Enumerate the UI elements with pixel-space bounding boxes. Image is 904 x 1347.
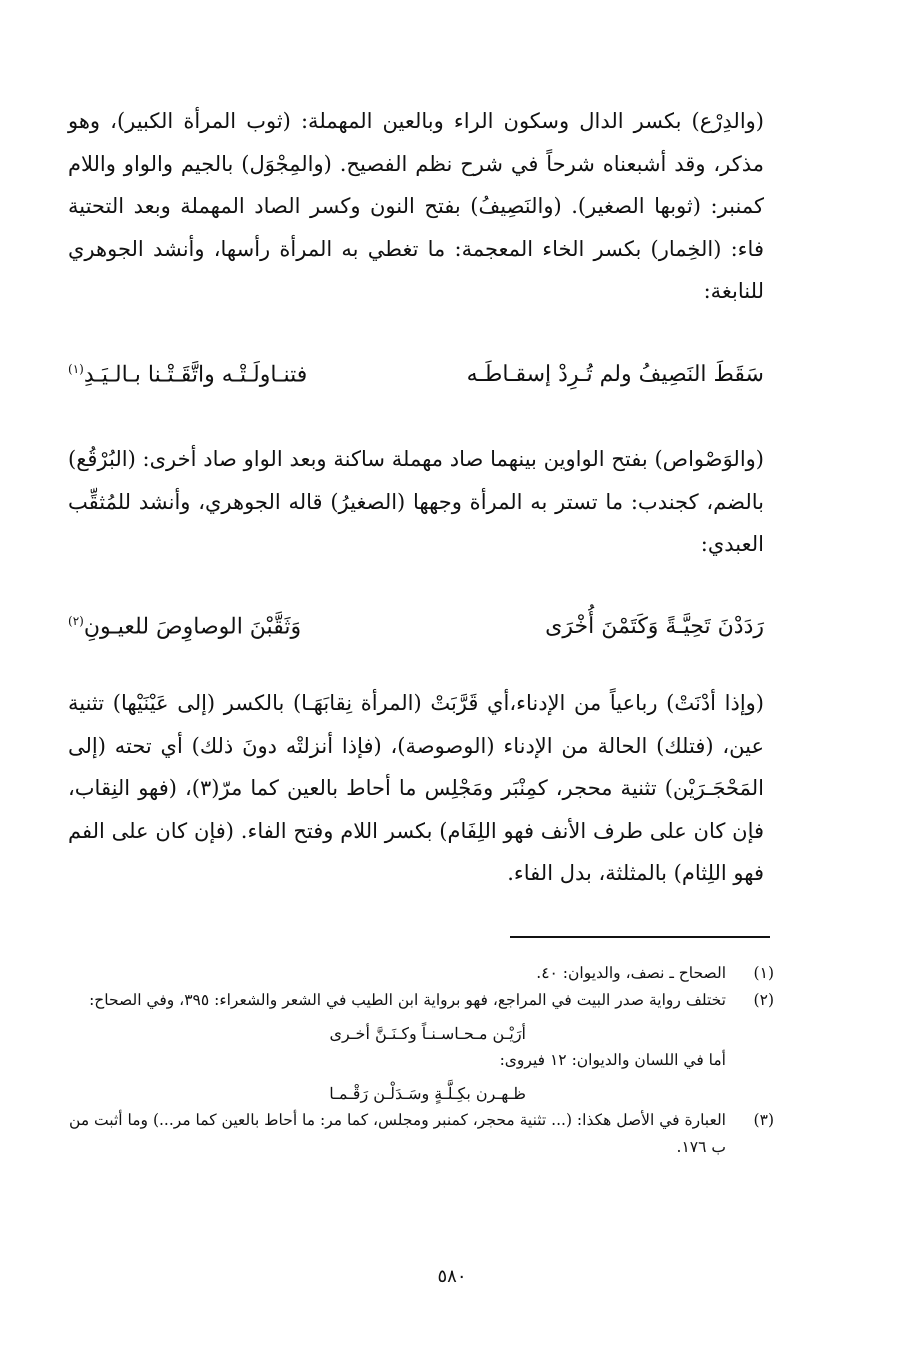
footnote-number: (٣) xyxy=(753,1111,774,1129)
verse-1-first-hemistich: سَقَطَ النَصِيفُ ولم تُـرِدْ إسقـاطَـه xyxy=(466,362,764,387)
footnote-number: (١) xyxy=(753,964,774,982)
page-number: ٥٨٠ xyxy=(437,1266,467,1287)
verse-2-first-hemistich: رَدَدْنَ تَحِيَّـةً وَكَتَمْنَ أُخْرَى xyxy=(545,614,764,639)
verse-2-second-hemistich: وَثَقَّبْنَ الوصاوِصَ للعيـونِ$^{(٢)}$ xyxy=(68,614,302,640)
paragraph-1: (والدِرْع) بكسر الدال وسكون الراء وبالعين المهملة: (ثوب المرأة الكبير)، وهو مذكر، وقد أشبعناه شرحاً في شرح نظم الفصيح. (والمِجْوَل) بالجيم والواو واللام كمنبر: (ثوبها الصغير). (والنَصِيفُ) بفتح النون وكسر الصاد المهملة وبعد التحتية فاء: (الخِمار) بكسر الخاء المعجمة: ما تغطي به المرأة رأسها، وأنشد الجوهري للنابغة: xyxy=(68,109,764,303)
footnotes xyxy=(68,960,774,1161)
footnote-2: (٢) تختلف رواية صدر البيت في المراجع، فهو برواية ابن الطيب في الشعر والشعراء: ٣٩٥، وفي الصحاح: أرَيْـن مـحـاسـنـاً وكـنَـنَّ أخـرى أما في اللسان والديوان: ١٢ فيروى: ظـهـرن بكِـلَّـةٍ وسَـدَلْـن رَقْـمـا xyxy=(68,987,774,1107)
quoted-verse: أرَيْـن مـحـاسـنـاً وكـنَـنَّ أخـرى xyxy=(329,1024,526,1043)
quoted-verse: ظـهـرن بكِـلَّـةٍ وسَـدَلْـن رَقْـمـا xyxy=(329,1084,526,1103)
footnote-ref-1: (١) xyxy=(68,362,84,376)
footnote-ref-2: (٢) xyxy=(68,614,84,628)
paragraph-3: (وإذا أدْنَتْ) رباعياً من الإدناء،أي قَرَّبَتْ (المرأة نِقابَهَـا) بالكسر (إلى عَيْنَيْها) تثنية عين، (فتلك) الحالة من الإدناء (الوصوصة)، (فإذا أنزلتْه دونَ ذلك) أي تحته (إلى المَحْجَـرَيْن) تثنية محجر، كمِنْبَر ومَجْلِس ما أحاط بالعين كما مرّ(٣)، (فهو النِقاب، فإن كان على طرف الأنف فهو اللِفَام) بكسر اللام وفتح الفاء. (فإن كان على الفم فهو اللِثام) بالمثلثة، بدل الفاء. xyxy=(68,691,765,885)
paragraph-2: (والوَصْواص) بفتح الواوين بينهما صاد مهملة ساكنة وبعد الواو صاد أخرى: (البُرْقُع) بالضم، كجندب: ما تستر به المرأة وجهها (الصغيرُ) قاله الجوهري، وأنشد للمُثقِّب العبدي: xyxy=(68,447,764,556)
footnote-1: (١) الصحاح ـ نصف، والديوان: ٤٠. xyxy=(68,960,774,987)
verse-1 xyxy=(68,362,764,402)
verse-2 xyxy=(68,614,764,654)
footnote-3: (٣) العبارة في الأصل هكذا: (... تثنية محجر، كمنبر ومجلس، كما مر: ما أحاط بالعين كما مر...) وما أثبت من ب ١٧٦. xyxy=(68,1107,774,1161)
verse-1-second-hemistich: فتنـاولَـتْـه واتَّقَـتْـنا بـالـيَـدِ$^{(١)}$ xyxy=(68,362,308,388)
footnote-number: (٢) xyxy=(753,991,774,1009)
footnote-separator xyxy=(510,936,770,938)
